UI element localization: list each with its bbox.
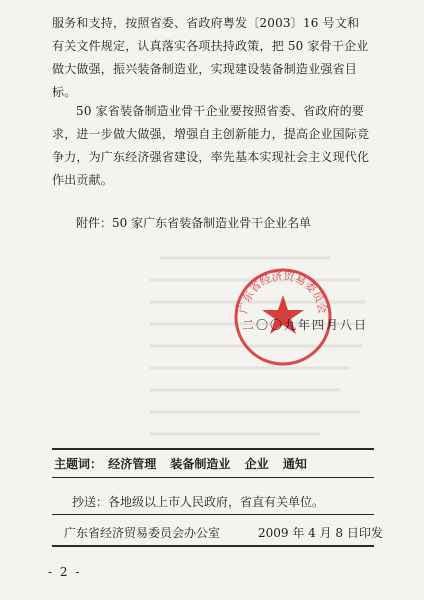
divider xyxy=(52,477,374,478)
page-number: - 2 - xyxy=(48,565,82,579)
subject-term: 企业 xyxy=(244,457,269,471)
subject-term: 经济管理 xyxy=(108,457,157,471)
seal-text: 广东省经济贸易委员会 xyxy=(236,269,330,315)
cc-label: 抄送： xyxy=(72,495,109,509)
divider-bottom xyxy=(52,545,374,547)
subject-term: 装备制造业 xyxy=(170,457,231,471)
print-date: 2009 年 4 月 8 日印发 xyxy=(258,526,383,540)
issuing-office: 广东省经济贸易委员会办公室 xyxy=(64,526,221,540)
body-paragraph-1: 服务和支持，按照省委、省政府粤发〔2003〕16 号文和有关文件规定，认真落实各项扶持政策，把 50 家骨干企业做大做强，振兴装备制造业，实现建设装备制造业强省目标。 xyxy=(52,16,369,99)
subject-term: 通知 xyxy=(282,457,307,471)
subject-label: 主题词： xyxy=(54,457,103,471)
signature-date: 二〇〇九年四月八日 xyxy=(242,318,369,332)
cc-line xyxy=(72,493,324,510)
attachment-line: 附件：50 家广东省装备制造业骨干企业名单 xyxy=(76,216,312,230)
cc-recipients: 各地级以上市人民政府，省直有关单位。 xyxy=(108,495,325,509)
subject-terms-line xyxy=(54,455,309,472)
body-paragraph-2: 50 家省装备制造业骨干企业要按照省委、省政府的要求，进一步做大做强，增强自主创新能力，提高企业国际竞争力，为广东经济强省建设，率先基本实现社会主义现代化作出贡献。 xyxy=(52,104,370,187)
divider-top xyxy=(52,448,374,450)
divider xyxy=(52,514,374,515)
